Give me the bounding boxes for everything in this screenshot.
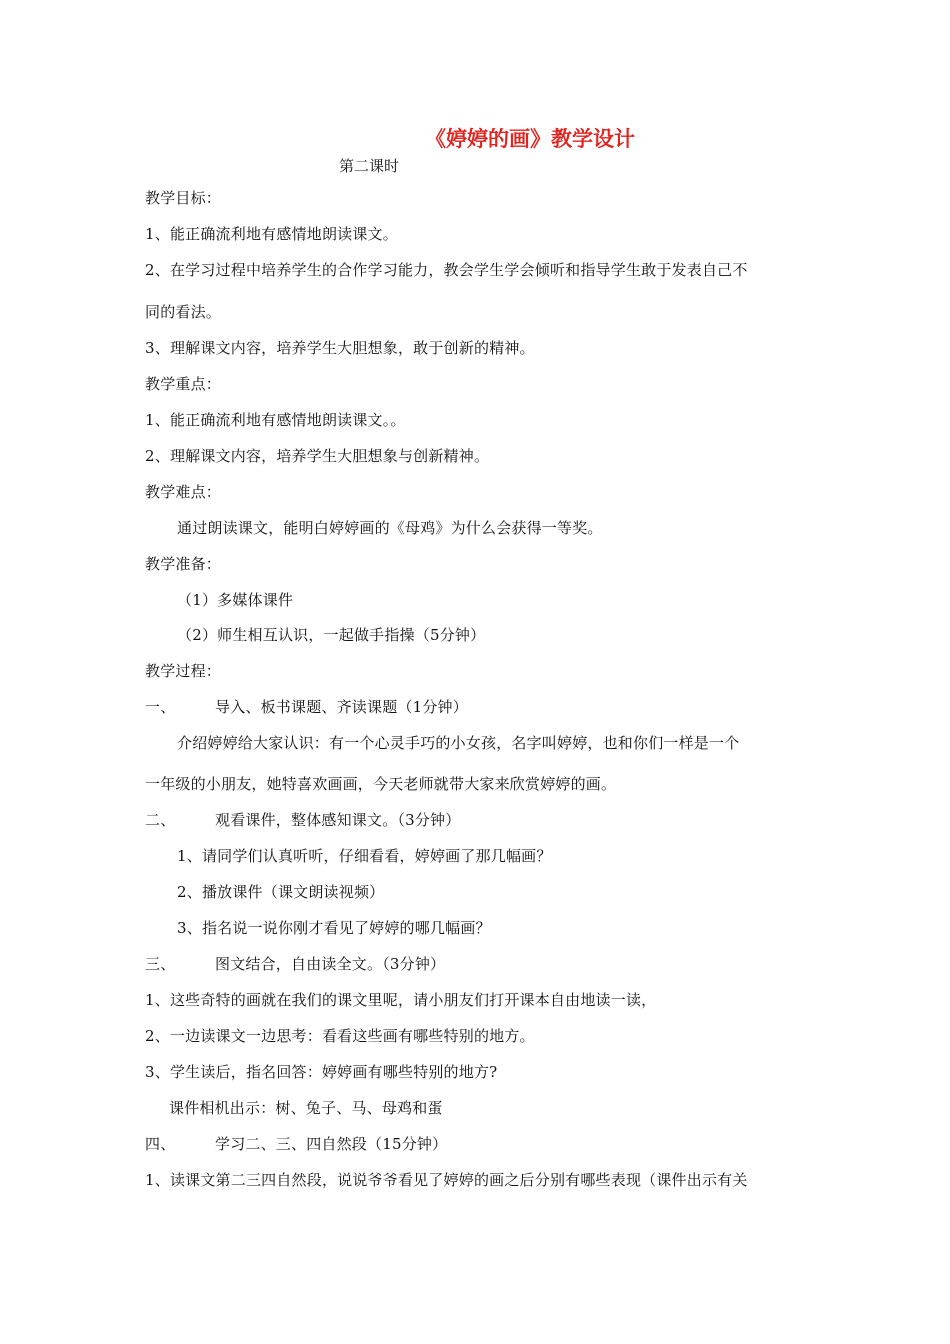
step-item: 2、一边读课文一边思考：看看这些画有哪些特别的地方。	[145, 1027, 535, 1045]
step-item: 1、这些奇特的画就在我们的课文里呢，请小朋友们打开课本自由地读一读，	[145, 991, 657, 1009]
section-number: 二、	[145, 811, 176, 829]
heading-process: 教学过程：	[145, 662, 222, 680]
section-title: 导入、板书课题、齐读课题（1分钟）	[215, 698, 468, 716]
step-item: 3、指名说一说你刚才看见了婷婷的哪几幅画？	[177, 919, 491, 937]
section-heading	[145, 1134, 447, 1154]
paragraph-line: 介绍婷婷给大家认识：有一个心灵手巧的小女孩，名字叫婷婷，也和你们一样是一个	[177, 734, 740, 752]
section-number: 四、	[145, 1135, 176, 1153]
step-note: 课件相机出示：树、兔子、马、母鸡和蛋	[169, 1099, 443, 1117]
difficulty-item: 通过朗读课文，能明白婷婷画的《母鸡》为什么会获得一等奖。	[177, 519, 603, 537]
step-item: 1、读课文第二三四自然段，说说爷爷看见了婷婷的画之后分别有哪些表现（课件出示有关	[145, 1171, 748, 1189]
section-title: 图文结合，自由读全文。（3分钟）	[215, 955, 446, 973]
section-heading	[145, 697, 468, 717]
section-number: 三、	[145, 955, 176, 973]
objective-item: 1、能正确流利地有感情地朗读课文。	[145, 225, 398, 243]
preparation-item: （1）多媒体课件	[177, 591, 294, 609]
heading-preparation: 教学准备：	[145, 555, 222, 573]
heading-objectives: 教学目标：	[145, 189, 222, 207]
section-number: 一、	[145, 698, 176, 716]
heading-key-points: 教学重点：	[145, 375, 222, 393]
paragraph-line: 一年级的小朋友，她特喜欢画画，今天老师就带大家来欣赏婷婷的画。	[145, 775, 617, 793]
objective-item: 2、在学习过程中培养学生的合作学习能力，教会学生学会倾听和指导学生敢于发表自己不	[145, 261, 748, 279]
objective-item-continued: 同的看法。	[145, 303, 222, 321]
section-heading	[145, 810, 460, 830]
document-title: 《婷婷的画》教学设计	[425, 127, 635, 151]
section-heading	[145, 954, 445, 974]
key-point-item: 2、理解课文内容，培养学生大胆想象与创新精神。	[145, 447, 490, 465]
heading-difficulties: 教学难点：	[145, 483, 222, 501]
preparation-item: （2）师生相互认识，一起做手指操（5分钟）	[177, 626, 486, 644]
section-title: 学习二、三、四自然段（15分钟）	[215, 1135, 448, 1153]
lesson-period: 第二课时	[339, 157, 400, 175]
key-point-item: 1、能正确流利地有感情地朗读课文。。	[145, 411, 406, 429]
objective-item: 3、理解课文内容，培养学生大胆想象，敢于创新的精神。	[145, 339, 535, 357]
step-item: 3、学生读后，指名回答：婷婷画有哪些特别的地方?	[145, 1063, 498, 1081]
step-item: 2、播放课件（课文朗读视频）	[177, 883, 385, 901]
section-title: 观看课件，整体感知课文。（3分钟）	[215, 811, 461, 829]
step-item: 1、请同学们认真听听，仔细看看，婷婷画了那几幅画？	[177, 847, 552, 865]
